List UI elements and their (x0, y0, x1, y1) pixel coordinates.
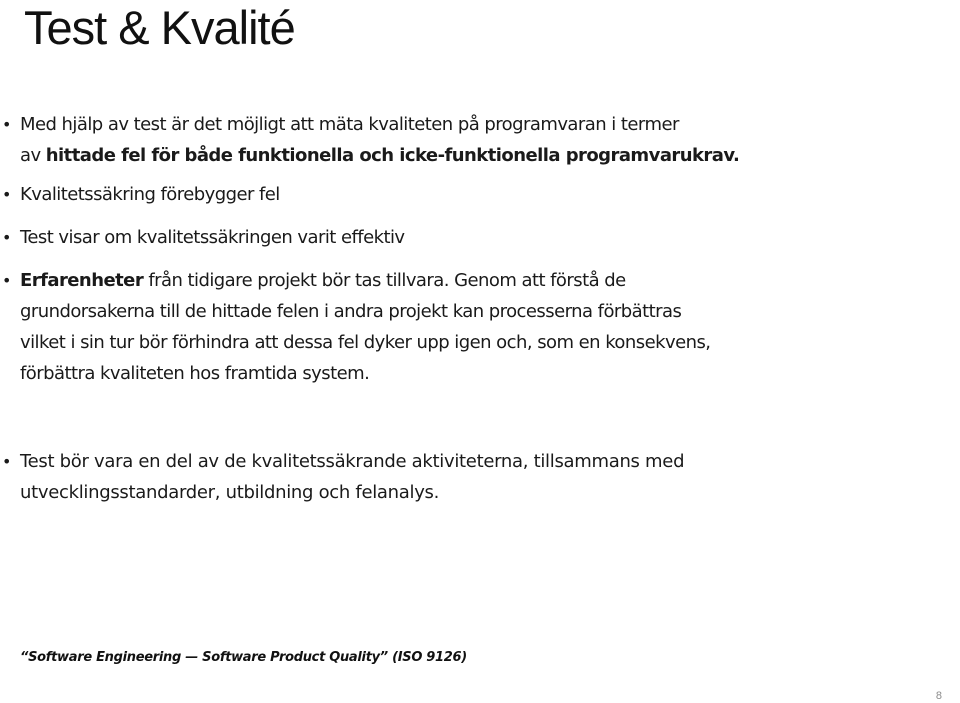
bullet-line (20, 222, 958, 253)
bullet-text: av (20, 145, 46, 166)
bullet-line (20, 179, 958, 210)
reference-citation: “Software Engineering — Software Product Quality” (ISO 9126) (20, 650, 467, 665)
bullet-dot-icon: • (2, 452, 11, 471)
bullet-text: utvecklingsstandarder, utbildning och felanalys. (20, 482, 440, 503)
bullet-line (20, 140, 958, 171)
bullet-item (2, 222, 958, 253)
bullet-text: Med hjälp av test är det möjligt att mäta kvaliteten på programvaran i termer (20, 114, 679, 135)
bullet-line (20, 446, 958, 477)
bullet-line (20, 477, 958, 508)
bullet-bold-text: hittade fel för både funktionella och icke-funktionella programvarukrav. (45, 145, 740, 166)
bullet-item (2, 446, 958, 508)
slide-title: Test & Kvalité (24, 1, 295, 54)
page-number: 8 (935, 690, 942, 702)
bullet-text: förbättra kvaliteten hos framtida system. (20, 363, 370, 384)
bullet-line (20, 109, 958, 140)
bullet-bold-text: Erfarenheter (20, 270, 144, 291)
bullet-text: Test visar om kvalitetssäkringen varit effektiv (20, 227, 405, 248)
bullet-text: Test bör vara en del av de kvalitetssäkrande aktiviteterna, tillsammans med (20, 451, 685, 472)
bullet-dot-icon: • (2, 271, 11, 290)
bullet-dot-icon: • (2, 228, 11, 247)
bullet-text: vilket i sin tur bör förhindra att dessa fel dyker upp igen och, som en konsekvens, (20, 332, 711, 353)
bullet-line (20, 265, 958, 296)
bullet-line (20, 296, 958, 327)
bullet-text: grundorsakerna till de hittade felen i andra projekt kan processerna förbättras (20, 301, 682, 322)
bullet-item (2, 179, 958, 210)
bullet-line (20, 327, 958, 358)
bullet-item (2, 109, 958, 171)
bullet-line (20, 358, 958, 389)
bullet-item (2, 265, 958, 389)
bullet-text: från tidigare projekt bör tas tillvara. Genom att förstå de (143, 270, 626, 291)
bullet-dot-icon: • (2, 185, 11, 204)
bullet-text: Kvalitetssäkring förebygger fel (20, 184, 280, 205)
bullet-dot-icon: • (2, 115, 11, 134)
